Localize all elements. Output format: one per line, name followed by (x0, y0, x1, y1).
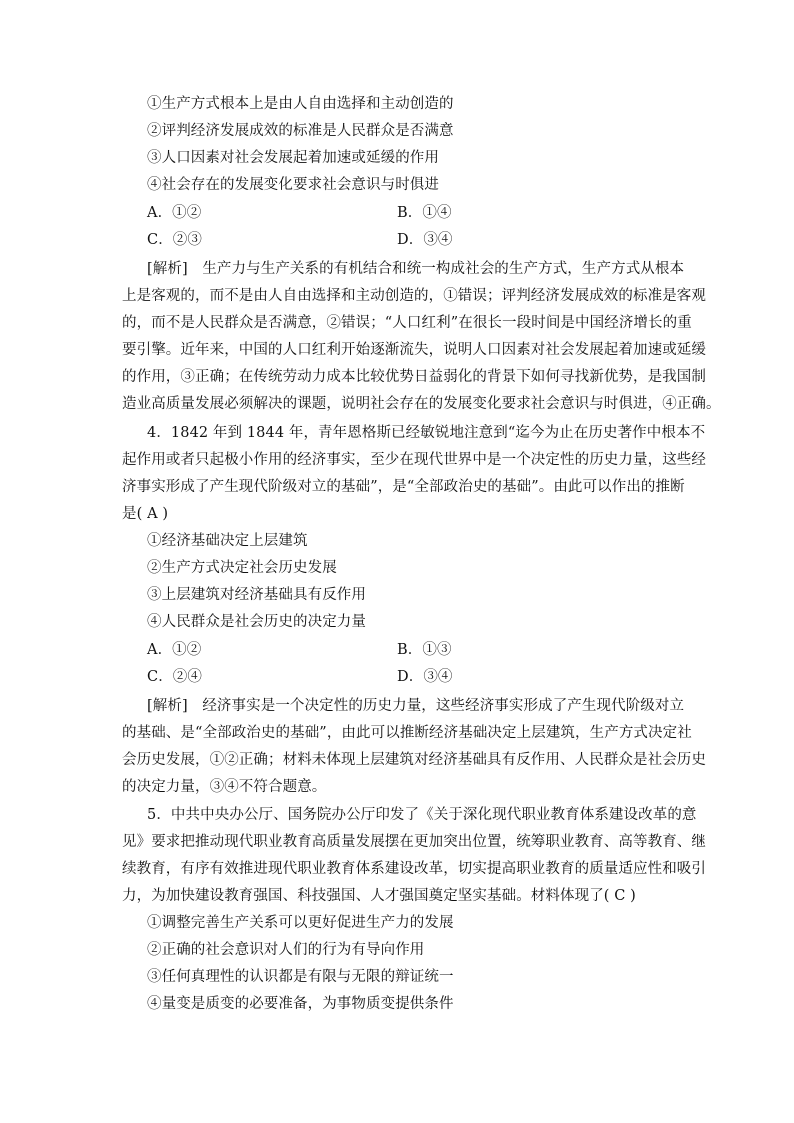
q4-stem-line: 是( A ) (122, 506, 169, 522)
q3-option-3: ③人口因素对社会发展起着加速或延缓的作用 (147, 150, 439, 166)
q4-stem-line: 济事实形成了产生现代阶级对立的基础”，是“全部政治史的基础”。由此可以作出的推断 (122, 479, 685, 495)
q5-stem-line: 见》要求把推动现代职业教育高质量发展摆在更加突出位置，统筹职业教育、高等教育、继 (122, 834, 706, 850)
q5-stem-line: 力，为加快建设教育强国、科技强国、人才强国奠定坚实基础。材料体现了( C ) (122, 888, 636, 904)
q5-stem-line: 5．中共中央办公厅、国务院办公厅印发了《关于深化现代职业教育体系建设改革的意 (147, 807, 697, 823)
q3-choice-b: B．①④ (397, 205, 452, 221)
q4-choice-c: C．②④ (147, 669, 202, 685)
q4-option-3: ③上层建筑对经济基础具有反作用 (147, 587, 366, 603)
q4-option-4: ④人民群众是社会历史的决定力量 (147, 614, 366, 630)
q3-analysis-line: 造业高质量发展必须解决的课题，说明社会存在的发展变化要求社会意识与时俱进，④正确。 (122, 396, 721, 412)
q3-option-1: ①生产方式根本上是由人自由选择和主动创造的 (147, 96, 454, 112)
q4-analysis-line: 的基础、是“全部政治史的基础”，由此可以推断经济基础决定上层建筑，生产方式决定社 (122, 725, 692, 741)
q3-analysis-line: 的，而不是人民群众是否满意，②错误；“人口红利”在很长一段时间是中国经济增长的重 (122, 315, 692, 331)
q3-option-4: ④社会存在的发展变化要求社会意识与时俱进 (147, 177, 439, 193)
q4-analysis-line: [解析] 经济事实是一个决定性的历史力量，这些经济事实形成了产生现代阶级对立 (147, 698, 685, 714)
q4-stem-line: 4．1842 年到 1844 年，青年恩格斯已经敏锐地注意到“迄今为止在历史著作中根本不 (147, 425, 706, 441)
q3-analysis-line: 要引擎。近年来，中国的人口红利开始逐渐流失，说明人口因素对社会发展起着加速或延缓 (122, 342, 706, 358)
q4-analysis-line: 的决定力量，③④不符合题意。 (122, 779, 327, 795)
q3-choice-c: C．②③ (147, 232, 202, 248)
q5-option-4: ④量变是质变的必要准备，为事物质变提供条件 (147, 996, 454, 1012)
q5-stem-line: 续教育，有序有效推进现代职业教育体系建设改革，切实提高职业教育的质量适应性和吸引 (122, 861, 706, 877)
q4-choice-b: B．①③ (397, 642, 452, 658)
q3-analysis-line: 的作用，③正确；在传统劳动力成本比较优势日益弱化的背景下如何寻找新优势，是我国制 (122, 369, 706, 385)
q4-analysis-line: 会历史发展，①②正确；材料未体现上层建筑对经济基础具有反作用、人民群众是社会历史 (122, 752, 706, 768)
q3-choice-a: A．①② (147, 205, 202, 221)
q4-stem-line: 起作用或者只起极小作用的经济事实，至少在现代世界中是一个决定性的历史力量，这些经 (122, 452, 706, 468)
q4-option-1: ①经济基础决定上层建筑 (147, 533, 308, 549)
q3-analysis-line: 上是客观的，而不是由人自由选择和主动创造的，①错误；评判经济发展成效的标准是客观 (122, 288, 706, 304)
q5-option-1: ①调整完善生产关系可以更好促进生产力的发展 (147, 915, 454, 931)
q4-option-2: ②生产方式决定社会历史发展 (147, 560, 337, 576)
q3-choice-d: D．③④ (397, 232, 453, 248)
q3-option-2: ②评判经济发展成效的标准是人民群众是否满意 (147, 123, 454, 139)
q4-choice-a: A．①② (147, 642, 202, 658)
q5-option-2: ②正确的社会意识对人们的行为有导向作用 (147, 942, 425, 958)
q3-analysis-line: [解析] 生产力与生产关系的有机结合和统一构成社会的生产方式，生产方式从根本 (147, 261, 685, 277)
q5-option-3: ③任何真理性的认识都是有限与无限的辩证统一 (147, 969, 454, 985)
q4-choice-d: D．③④ (397, 669, 453, 685)
